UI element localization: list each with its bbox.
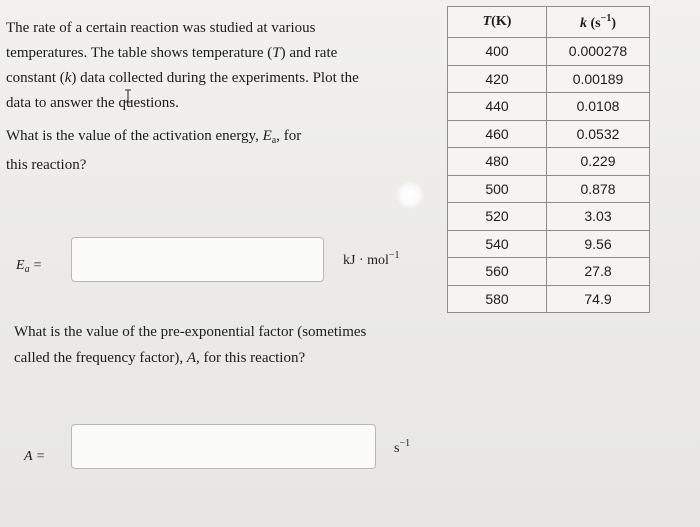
problem-intro [6,16,406,116]
header-temperature: T(K) [448,7,547,38]
rate-constant-cell: 0.00189 [547,65,650,93]
text-cursor-icon [124,89,132,103]
intro-line-1: The rate of a certain reaction was studied at various [6,20,316,36]
temperature-cell: 560 [448,258,547,286]
rate-constant-cell: 0.0108 [547,93,650,121]
temperature-cell: 440 [448,93,547,121]
question-pre-exponential-factor [14,319,366,371]
temperature-cell: 480 [448,148,547,176]
question2-line-2: called the frequency factor), A, for this reaction? [14,350,306,366]
pre-exponential-factor-input[interactable] [71,424,376,469]
table-row [448,120,650,148]
intro-line-2: temperatures. The table shows temperature (T) and rate [6,45,338,61]
intro-line-4: data to answer the questions. [6,95,179,111]
question1-line-1: What is the value of the activation energy, $E_a$, for [6,128,302,146]
table-row [448,230,650,258]
temperature-cell: 580 [448,285,547,313]
rate-constant-cell: 3.03 [547,203,650,231]
temperature-cell: 420 [448,65,547,93]
ea-label: $E_a$ = [16,258,42,275]
rate-constant-cell: 0.000278 [547,38,650,66]
intro-line-3: constant (k) data collected during the experiments. Plot the [6,70,359,86]
table-row [448,285,650,313]
activation-energy-unit: kJ · mol$^{-1}$ [343,250,400,268]
temperature-rate-constant-table [447,6,650,313]
rate-constant-cell: 0.229 [547,148,650,176]
temperature-cell: 540 [448,230,547,258]
table-row [448,148,650,176]
pre-exponential-factor-unit: $s^{-1}$ [394,438,411,456]
rate-constant-cell: 27.8 [547,258,650,286]
table-row [448,38,650,66]
table-row [448,93,650,121]
question-activation-energy [6,124,406,178]
temperature-cell: 460 [448,120,547,148]
table-row [448,203,650,231]
rate-constant-cell: 0.878 [547,175,650,203]
table-header-row [448,7,650,38]
question2-line-1: What is the value of the pre-exponential factor (sometimes [14,324,367,340]
rate-constant-cell: 0.0532 [547,120,650,148]
header-rate-constant: k $(s^{-1})$ [547,7,650,38]
table-row [448,175,650,203]
question1-line-2: this reaction? [6,157,87,173]
temperature-cell: 400 [448,38,547,66]
temperature-cell: 520 [448,203,547,231]
table-row [448,258,650,286]
table-row [448,65,650,93]
activation-energy-input[interactable] [71,237,324,282]
temperature-cell: 500 [448,175,547,203]
rate-constant-cell: 9.56 [547,230,650,258]
screen-glare [392,177,428,213]
a-label: A = [24,449,45,464]
rate-constant-cell: 74.9 [547,285,650,313]
